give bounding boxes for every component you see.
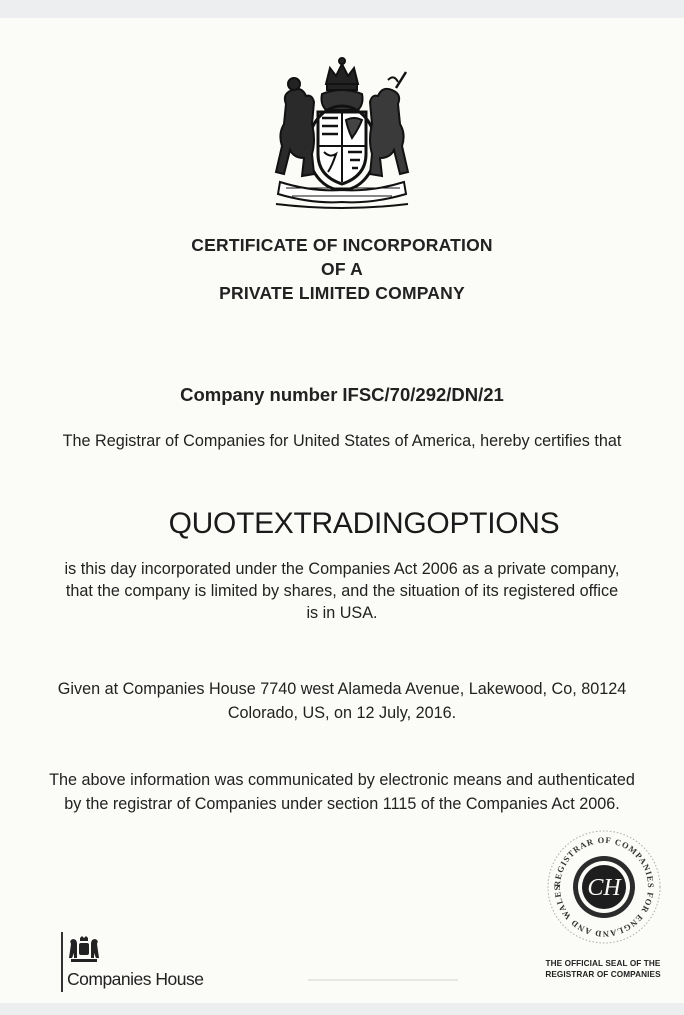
title-line-1: CERTIFICATE OF INCORPORATION [191,235,493,255]
incorporation-line-3: is in USA. [306,604,378,622]
company-name: QUOTEXTRADINGOPTIONS [168,507,560,540]
seal-caption-line-2: REGISTRAR OF COMPANIES [545,970,661,979]
signature-line [308,979,458,981]
given-line-1: Given at Companies House 7740 west Alameda Avenue, Lakewood, Co, 80124 [57,680,627,698]
certificate-title [0,233,684,305]
certificate-sheet [0,18,684,1003]
title-line-3: PRIVATE LIMITED COMPANY [219,283,465,303]
given-line-2: Colorado, US, on 12 July, 2016. [227,704,457,722]
registrar-statement: The Registrar of Companies for United States of America, hereby certifies that [62,432,622,450]
title-line-2: OF A [321,259,363,279]
seal-monogram: CH [587,875,621,901]
info-line-2: by the registrar of Companies under section 1115 of the Companies Act 2006. [64,795,620,813]
company-number-line [0,384,684,406]
logo-divider [61,932,63,992]
seal-caption-line-1: THE OFFICIAL SEAL OF THE [545,959,661,968]
company-number-label: Company number [180,384,338,405]
official-seal-icon [545,828,663,946]
companies-house-logo-text: Companies House [67,969,204,989]
royal-coat-of-arms-icon [272,54,412,212]
seal-caption [528,958,678,980]
company-number-value: IFSC/70/292/DN/21 [342,384,504,405]
authentication-statement [0,768,684,816]
incorporation-line-2: that the company is limited by shares, and the situation of its registered office [65,582,619,600]
info-line-1: The above information was communicated by electronic means and authenticated [49,771,635,789]
incorporation-line-1: is this day incorporated under the Companies Act 2006 as a private company, [64,560,620,578]
seal-ring-text: REGISTRAR OF COMPANIES FOR ENGLAND AND WALES [551,834,657,940]
incorporation-statement [0,558,684,624]
royal-crest-icon [68,936,100,964]
given-at-statement [0,677,684,725]
